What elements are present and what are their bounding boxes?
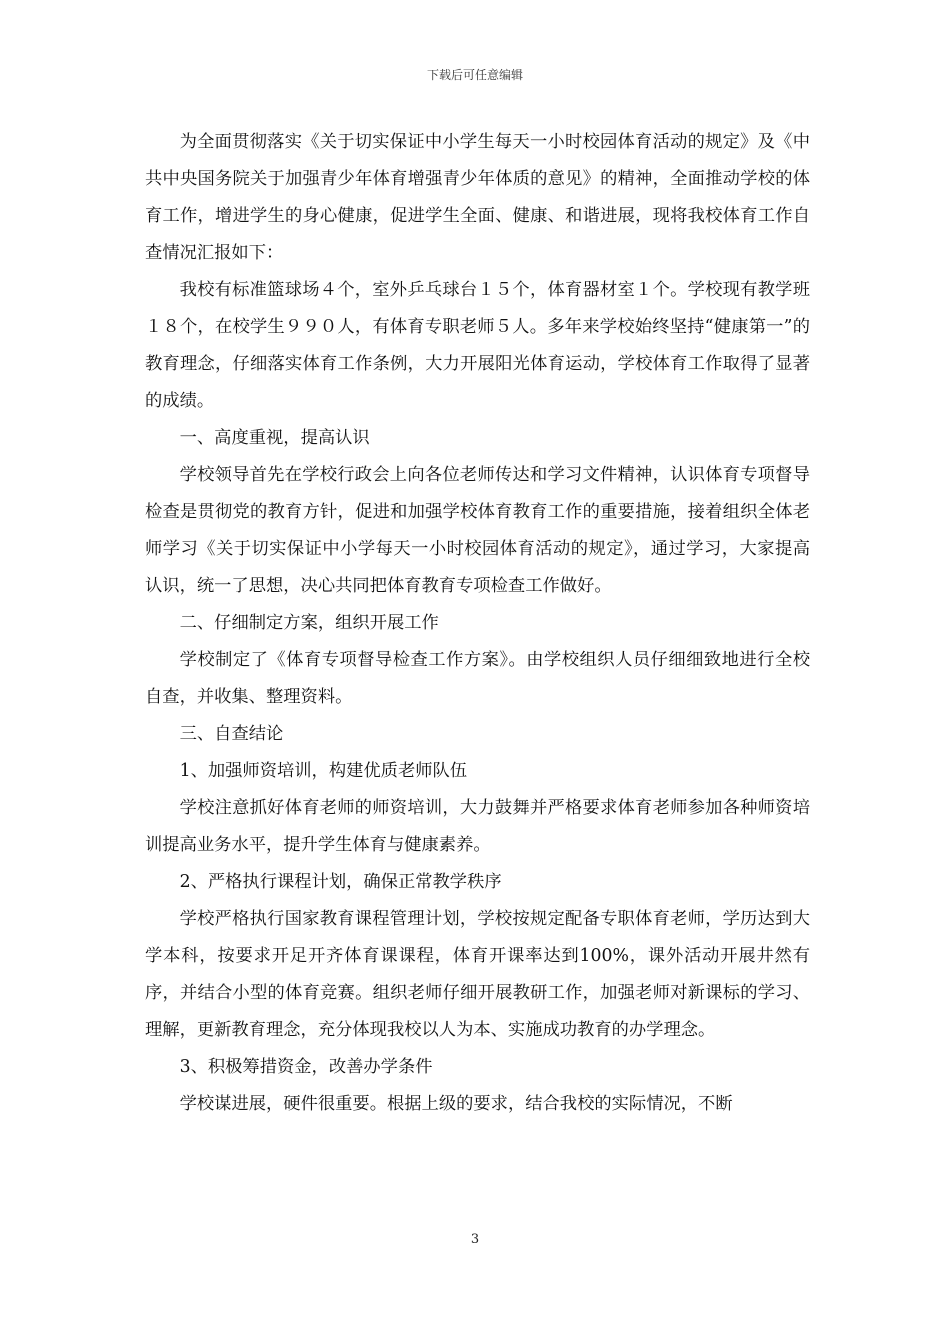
school-overview-paragraph: 我校有标准篮球场４个，室外乒乓球台１５个，体育器材室１个。学校现有教学班１８个，在校学生９９０人，有体育专职老师５人。多年来学校始终坚持“健康第一”的教育理念，仔细落实体育工作条例，大力开展阳光体育运动，学校体育工作取得了显著的成绩。 xyxy=(145,280,810,411)
subsection-heading-3: 3、积极筹措资金，改善办学条件 xyxy=(179,1057,433,1077)
page-number: 3 xyxy=(470,1232,480,1247)
section-heading-3: 三、自查结论 xyxy=(179,724,284,744)
page-header: 下载后可任意编辑 xyxy=(426,68,523,82)
subsection-heading-1: 1、加强师资培训，构建优质老师队伍 xyxy=(179,761,468,781)
section-heading-1: 一、高度重视，提高认识 xyxy=(179,428,370,448)
document-body xyxy=(145,124,810,1123)
subsection-heading-2: 2、严格执行课程计划，确保正常教学秩序 xyxy=(179,872,502,892)
subsection-3-paragraph: 学校谋进展，硬件很重要。根据上级的要求，结合我校的实际情况，不断 xyxy=(179,1094,733,1114)
subsection-2-paragraph: 学校严格执行国家教育课程管理计划，学校按规定配备专职体育老师，学历达到大学本科，按要求开足开齐体育课课程，体育开课率达到100%，课外活动开展井然有序，并结合小型的体育竞赛。组织老师仔细开展教研工作，加强老师对新课标的学习、理解，更新教育理念，充分体现我校以人为本、实施成功教育的办学理念。 xyxy=(145,909,810,1040)
section-1-paragraph: 学校领导首先在学校行政会上向各位老师传达和学习文件精神，认识体育专项督导检查是贯彻党的教育方针，促进和加强学校体育教育工作的重要措施，接着组织全体老师学习《关于切实保证中小学每天一小时校园体育活动的规定》，通过学习，大家提高认识，统一了思想，决心共同把体育教育专项检查工作做好。 xyxy=(145,465,810,596)
intro-paragraph: 为全面贯彻落实《关于切实保证中小学生每天一小时校园体育活动的规定》及《中共中央国务院关于加强青少年体育增强青少年体质的意见》的精神，全面推动学校的体育工作，增进学生的身心健康，促进学生全面、健康、和谐进展，现将我校体育工作自查情况汇报如下： xyxy=(145,132,810,263)
section-2-paragraph: 学校制定了《体育专项督导检查工作方案》。由学校组织人员仔细细致地进行全校自查，并收集、整理资料。 xyxy=(145,650,810,707)
section-heading-2: 二、仔细制定方案，组织开展工作 xyxy=(179,613,439,633)
subsection-1-paragraph: 学校注意抓好体育老师的师资培训，大力鼓舞并严格要求体育老师参加各种师资培训提高业务水平，提升学生体育与健康素养。 xyxy=(145,798,810,855)
